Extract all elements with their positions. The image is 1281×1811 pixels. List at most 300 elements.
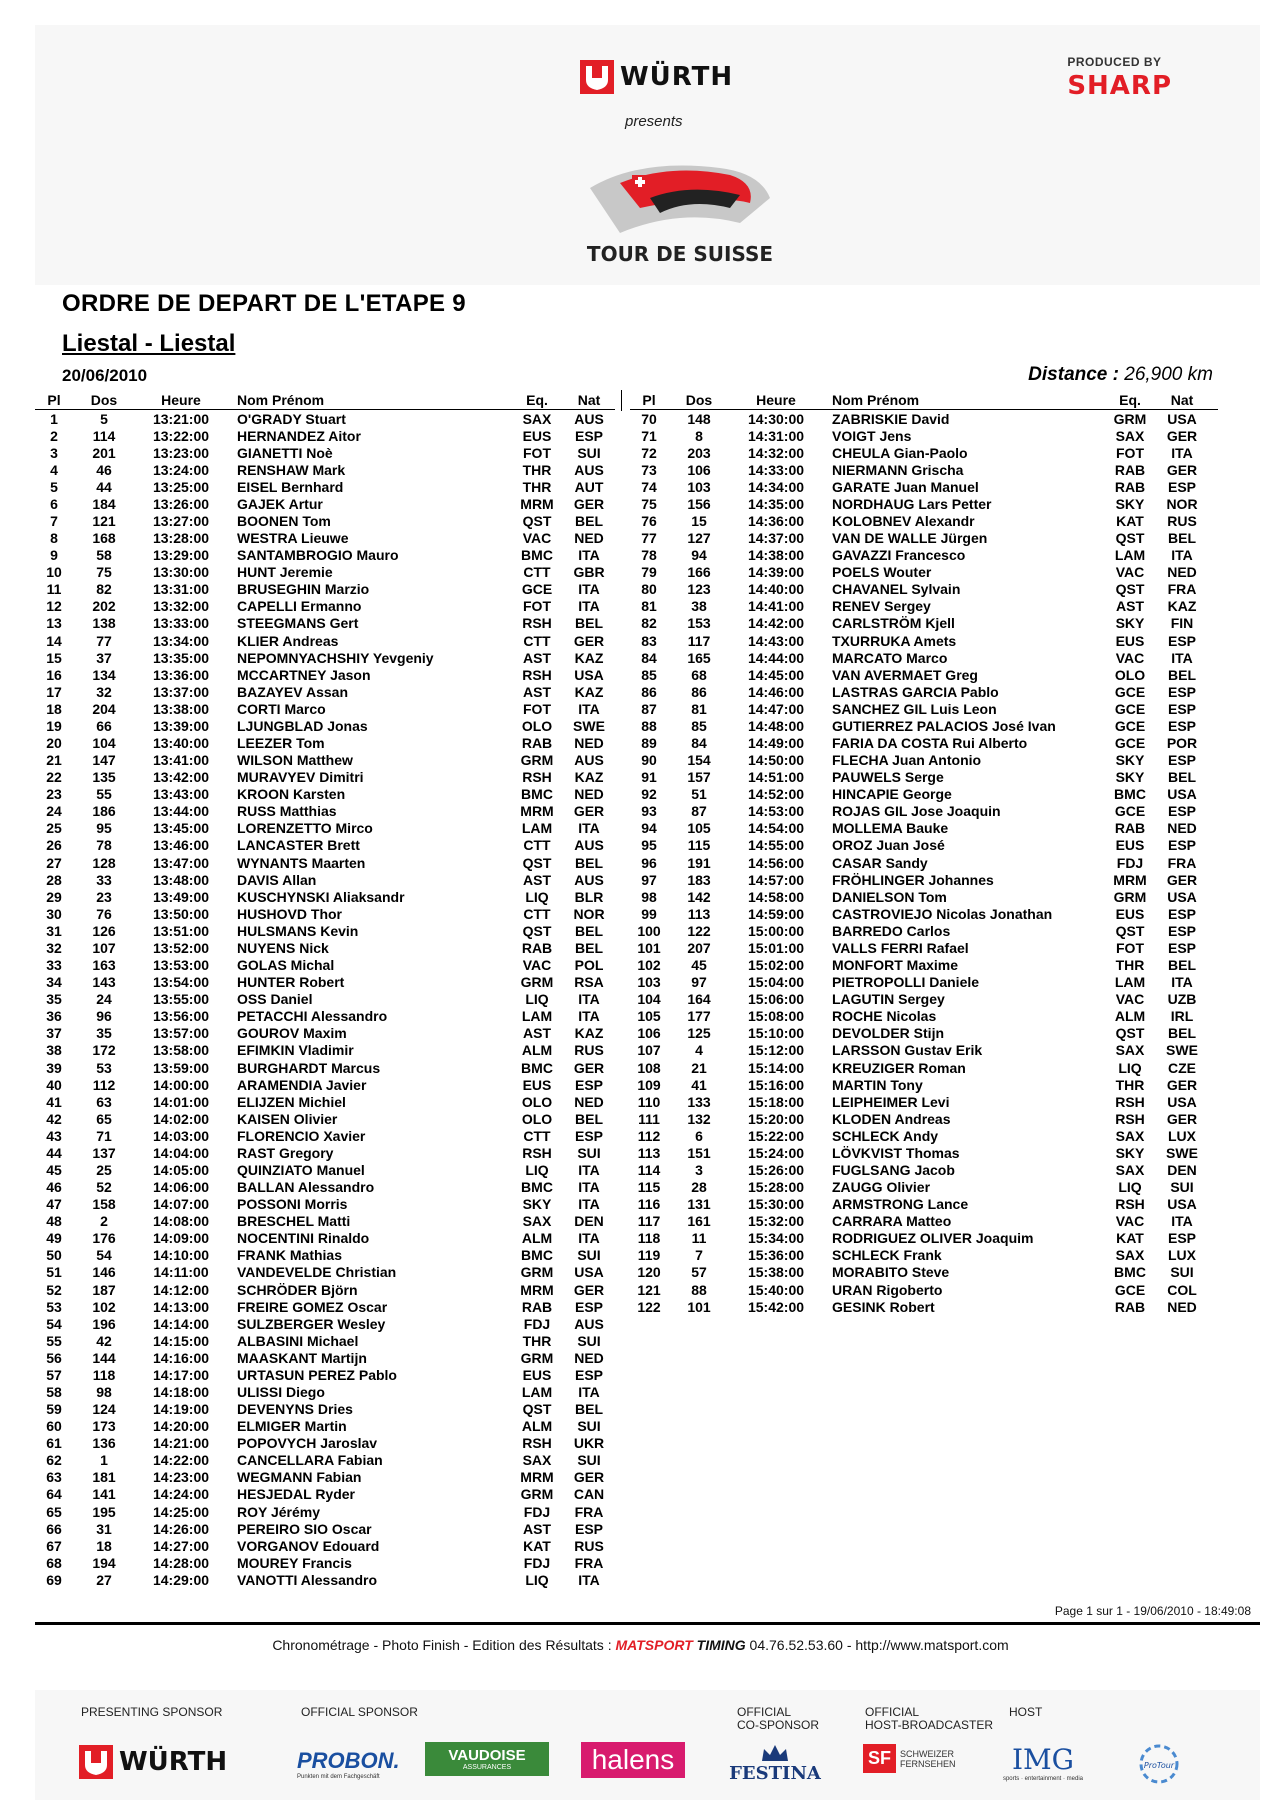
cell-nom: KOLOBNEV Alexandr: [832, 513, 975, 529]
table-row: [35, 1025, 615, 1042]
cell-nat: ITA: [1171, 974, 1193, 991]
cell-dos: 85: [691, 717, 707, 734]
cell-nat: KAZ: [1167, 598, 1197, 615]
cell-eq: GRM: [520, 1264, 554, 1281]
cell-nat: GER: [1166, 427, 1198, 444]
cell-nat: BEL: [575, 854, 603, 871]
cell-nat: GBR: [573, 564, 605, 581]
cell-nom: GESINK Robert: [832, 1298, 935, 1315]
cell-dos: 45: [691, 957, 707, 974]
cell-heure: 14:56:00: [747, 854, 805, 871]
cell-dos: 183: [687, 871, 711, 888]
cell-pl: 32: [46, 939, 62, 956]
table-row: [630, 427, 1218, 444]
cell-nat: BEL: [575, 615, 603, 632]
cell-dos: 31: [96, 1520, 112, 1537]
stage-date: 20/06/2010: [62, 366, 148, 385]
cell-eq: OLO: [521, 1093, 553, 1110]
table-row: [630, 1144, 1218, 1161]
cell-dos: 96: [96, 1008, 112, 1025]
cell-eq: GRM: [520, 752, 554, 769]
cell-nat: NED: [574, 530, 604, 547]
cell-dos: 157: [687, 769, 711, 786]
sf-mark: SF: [863, 1744, 896, 1773]
cell-dos: 21: [691, 1059, 707, 1076]
cell-nom: NIERMANN Grischa: [832, 461, 964, 478]
col-pl: Pl: [47, 392, 61, 408]
cell-nat: KAZ: [574, 683, 604, 700]
cell-heure: 14:19:00: [152, 1401, 210, 1418]
cell-dos: 143: [92, 974, 116, 991]
table-row: [35, 888, 615, 905]
table-row: [630, 717, 1218, 734]
cell-dos: 63: [96, 1093, 112, 1110]
table-row: [630, 615, 1218, 632]
cell-dos: 122: [687, 922, 711, 939]
cell-nom: FRANK Mathias: [237, 1247, 343, 1264]
cell-pl: 62: [46, 1452, 62, 1469]
cell-eq: GCE: [521, 581, 553, 598]
cell-nat: BEL: [575, 922, 603, 939]
cell-heure: 14:04:00: [152, 1144, 210, 1161]
cell-heure: 15:02:00: [747, 957, 805, 974]
cell-dos: 84: [691, 735, 707, 752]
cell-dos: 71: [96, 1127, 112, 1144]
cell-nom: WYNANTS Maarten: [237, 854, 366, 871]
cell-pl: 83: [641, 632, 657, 649]
table-row: [630, 547, 1218, 564]
cell-nom: LASTRAS GARCIA Pablo: [832, 683, 999, 700]
cell-pl: 82: [641, 615, 657, 632]
cell-nat: ITA: [1171, 1213, 1193, 1230]
cell-eq: VAC: [522, 957, 552, 974]
cell-nom: MAASKANT Martijn: [237, 1349, 367, 1366]
tour-de-suisse-logo: [580, 153, 780, 273]
cell-dos: 104: [92, 735, 116, 752]
table-header: [35, 390, 615, 410]
cell-dos: 44: [96, 478, 112, 495]
cell-nom: LARSSON Gustav Erik: [832, 1042, 983, 1059]
cell-dos: 65: [96, 1110, 112, 1127]
cell-pl: 69: [46, 1571, 62, 1588]
cell-heure: 14:06:00: [152, 1179, 210, 1196]
table-row: [35, 957, 615, 974]
cell-pl: 85: [641, 666, 657, 683]
cell-eq: RSH: [522, 1144, 552, 1161]
cell-nom: BAZAYEV Assan: [237, 683, 349, 700]
table-row: [630, 530, 1218, 547]
cell-nom: CASAR Sandy: [832, 854, 928, 871]
cell-pl: 46: [46, 1179, 62, 1196]
table-row: [630, 683, 1218, 700]
cell-nat: AUS: [574, 461, 604, 478]
cell-nom: MOUREY Francis: [237, 1554, 352, 1571]
produced-by-label: PRODUCED BY: [1067, 55, 1162, 69]
cell-dos: 77: [96, 632, 112, 649]
cell-eq: EUS: [1115, 632, 1145, 649]
cell-dos: 7: [695, 1247, 703, 1264]
cell-pl: 28: [46, 871, 62, 888]
cell-pl: 91: [641, 769, 657, 786]
cell-nat: SUI: [577, 1452, 601, 1469]
cell-eq: MRM: [520, 495, 554, 512]
cell-nom: GAVAZZI Francesco: [832, 547, 966, 564]
cell-dos: 11: [691, 1230, 707, 1247]
cell-pl: 38: [46, 1042, 62, 1059]
cell-nat: ITA: [578, 1161, 600, 1178]
cell-nat: AUS: [574, 837, 604, 854]
cell-nat: BEL: [1168, 769, 1196, 786]
cell-eq: RSH: [522, 666, 552, 683]
cell-dos: 97: [691, 974, 707, 991]
table-row: [630, 478, 1218, 495]
cell-dos: 66: [96, 717, 112, 734]
cell-nom: EISEL Bernhard: [237, 478, 344, 495]
table-row: [35, 974, 615, 991]
cell-nom: ALBASINI Michael: [237, 1332, 359, 1349]
cell-nat: SUI: [1170, 1264, 1194, 1281]
cell-nom: HESJEDAL Ryder: [237, 1486, 356, 1503]
table-row: [35, 1264, 615, 1281]
cell-nom: GOUROV Maxim: [237, 1025, 347, 1042]
cell-eq: AST: [523, 1025, 551, 1042]
distance-value: 26,900 km: [1124, 364, 1213, 385]
table-row: [630, 1298, 1218, 1315]
produced-by-block: [1067, 55, 1172, 101]
cell-nom: PAUWELS Serge: [832, 769, 944, 786]
cell-dos: 131: [687, 1196, 711, 1213]
cell-nat: ESP: [1167, 905, 1196, 922]
cell-nat: ESP: [574, 1076, 603, 1093]
cell-nat: ESP: [1167, 683, 1196, 700]
timing-credit-prefix: Chronométrage - Photo Finish - Edition des Résultats :: [272, 1637, 612, 1653]
cell-eq: OLO: [1114, 666, 1146, 683]
cell-eq: EUS: [1115, 837, 1145, 854]
cell-eq: BMC: [521, 1059, 553, 1076]
cell-nom: MCCARTNEY Jason: [237, 666, 371, 683]
festina-logo: [729, 1738, 821, 1788]
cell-nom: MARCATO Marco: [832, 649, 948, 666]
cell-heure: 14:39:00: [747, 564, 805, 581]
cell-dos: 81: [691, 700, 707, 717]
table-row: [35, 666, 615, 683]
table-row: [630, 1127, 1218, 1144]
cell-nom: ZAUGG Olivier: [832, 1179, 931, 1196]
cell-nat: FRA: [574, 1554, 604, 1571]
cell-eq: SAX: [1115, 1161, 1145, 1178]
table-row: [35, 495, 615, 512]
cell-nom: CAPELLI Ermanno: [237, 598, 362, 615]
cell-pl: 75: [641, 495, 657, 512]
cell-eq: GRM: [1113, 888, 1147, 905]
cell-pl: 10: [46, 564, 62, 581]
cell-dos: 151: [687, 1144, 711, 1161]
cell-pl: 114: [637, 1161, 661, 1178]
stage-route: Liestal - Liestal: [62, 330, 236, 357]
cell-heure: 14:40:00: [747, 581, 805, 598]
footer-rule: [35, 1622, 1260, 1625]
table-row: [35, 991, 615, 1008]
cell-pl: 66: [46, 1520, 62, 1537]
cell-pl: 71: [641, 427, 657, 444]
cell-heure: 13:36:00: [152, 666, 210, 683]
cell-eq: MRM: [520, 1469, 554, 1486]
cell-eq: QST: [522, 854, 552, 871]
cell-dos: 207: [687, 939, 711, 956]
table-body: [35, 410, 615, 1588]
cell-nat: SWE: [1166, 1144, 1198, 1161]
cell-dos: 54: [96, 1247, 112, 1264]
cell-eq: LIQ: [525, 1571, 549, 1588]
cell-pl: 44: [46, 1144, 62, 1161]
cell-heure: 13:50:00: [152, 905, 210, 922]
cell-heure: 13:58:00: [152, 1042, 210, 1059]
cell-eq: FOT: [523, 700, 551, 717]
cell-nat: BLR: [574, 888, 604, 905]
col-dos: Dos: [685, 392, 713, 408]
cell-heure: 13:26:00: [152, 495, 210, 512]
cell-nom: WESTRA Lieuwe: [237, 530, 349, 547]
cell-nom: GOLAS Michal: [237, 957, 335, 974]
cell-eq: SKY: [1115, 1144, 1145, 1161]
cell-heure: 15:28:00: [747, 1179, 805, 1196]
cell-dos: 136: [92, 1435, 116, 1452]
cell-nat: AUT: [574, 478, 604, 495]
cell-eq: FOT: [1116, 939, 1144, 956]
cell-dos: 82: [96, 581, 112, 598]
cell-eq: FOT: [523, 598, 551, 615]
cell-nat: FRA: [574, 1503, 604, 1520]
cell-nom: KUSCHYNSKI Aliaksandr: [237, 888, 405, 905]
cell-nat: AUS: [574, 410, 604, 427]
cell-heure: 14:23:00: [152, 1469, 210, 1486]
co-sponsor-label-line1: OFFICIAL: [737, 1705, 792, 1719]
cell-nat: ITA: [578, 1179, 600, 1196]
cell-pl: 99: [641, 905, 657, 922]
cell-nom: HUNTER Robert: [237, 974, 345, 991]
cell-dos: 204: [92, 700, 116, 717]
tour-de-suisse-wordmark: TOUR DE SUISSE: [586, 242, 774, 266]
cell-pl: 96: [641, 854, 657, 871]
cell-dos: 15: [691, 513, 707, 529]
cell-nom: KREUZIGER Roman: [832, 1059, 966, 1076]
table-row: [630, 734, 1218, 751]
cell-nat: RSA: [574, 974, 604, 991]
cell-eq: SAX: [1115, 1247, 1145, 1264]
table-row: [630, 410, 1218, 427]
img-logo: [1001, 1738, 1085, 1786]
cell-heure: 15:20:00: [747, 1110, 805, 1127]
cell-dos: 161: [687, 1213, 711, 1230]
cell-dos: 113: [687, 905, 711, 922]
cell-nat: NED: [1167, 820, 1197, 837]
cell-dos: 46: [96, 461, 112, 478]
cell-heure: 14:53:00: [747, 803, 805, 820]
cell-eq: LIQ: [525, 991, 549, 1008]
cell-pl: 31: [46, 922, 62, 939]
cell-eq: MRM: [520, 1281, 554, 1298]
cell-nom: BALLAN Alessandro: [237, 1179, 375, 1196]
start-list-right: [630, 390, 1218, 1315]
cell-pl: 45: [46, 1161, 62, 1178]
cell-pl: 77: [641, 530, 657, 547]
cell-nat: ITA: [1171, 649, 1193, 666]
cell-nat: USA: [574, 1264, 604, 1281]
cell-nom: ROCHE Nicolas: [832, 1008, 937, 1025]
table-row: [35, 410, 615, 427]
table-row: [630, 922, 1218, 939]
host-broadcaster-label-line1: OFFICIAL: [865, 1705, 920, 1719]
cell-dos: 121: [92, 513, 116, 529]
cell-heure: 14:43:00: [747, 632, 805, 649]
cell-dos: 141: [92, 1486, 116, 1503]
cell-eq: BMC: [521, 547, 553, 564]
cell-eq: SAX: [1115, 1127, 1145, 1144]
table-row: [630, 939, 1218, 956]
cell-nom: VOIGT Jens: [832, 427, 912, 444]
cell-nom: BURGHARDT Marcus: [237, 1059, 381, 1076]
cell-nom: NUYENS Nick: [237, 939, 329, 956]
cell-heure: 15:38:00: [747, 1264, 805, 1281]
cell-nat: DEN: [574, 1213, 604, 1230]
cell-heure: 15:14:00: [747, 1059, 805, 1076]
cell-nom: WEGMANN Fabian: [237, 1469, 362, 1486]
cell-heure: 14:41:00: [747, 598, 805, 615]
distance-label: Distance :: [1028, 364, 1119, 385]
cell-pl: 79: [641, 564, 657, 581]
cell-dos: 142: [687, 888, 711, 905]
table-row: [630, 649, 1218, 666]
cell-pl: 118: [637, 1230, 661, 1247]
cell-eq: VAC: [1115, 991, 1145, 1008]
presents-text: presents: [625, 113, 683, 130]
cell-nom: DANIELSON Tom: [832, 888, 947, 905]
cell-nat: USA: [574, 666, 604, 683]
cell-pl: 102: [637, 957, 661, 974]
cell-pl: 60: [46, 1418, 62, 1435]
cell-heure: 13:29:00: [152, 547, 210, 564]
cell-nom: VANDEVELDE Christian: [237, 1264, 397, 1281]
cell-eq: THR: [522, 1332, 552, 1349]
cell-dos: 153: [687, 615, 711, 632]
table-row: [35, 1383, 615, 1400]
cell-nat: ESP: [1167, 752, 1196, 769]
cell-pl: 112: [637, 1127, 661, 1144]
cell-dos: 68: [691, 666, 707, 683]
cell-pl: 30: [46, 905, 62, 922]
cell-eq: THR: [522, 478, 552, 495]
cell-eq: RAB: [1114, 461, 1146, 478]
cell-heure: 13:23:00: [152, 444, 210, 461]
cell-nom: NORDHAUG Lars Petter: [832, 495, 992, 512]
cell-nom: RENSHAW Mark: [237, 461, 346, 478]
cell-pl: 107: [637, 1042, 661, 1059]
cell-heure: 14:42:00: [747, 615, 805, 632]
cell-heure: 14:00:00: [152, 1076, 210, 1093]
cell-pl: 72: [641, 444, 657, 461]
cell-nom: CHEULA Gian-Paolo: [832, 444, 968, 461]
cell-pl: 9: [50, 547, 58, 564]
cell-dos: 132: [687, 1110, 711, 1127]
cell-dos: 165: [687, 649, 711, 666]
table-row: [35, 581, 615, 598]
cell-heure: 14:29:00: [152, 1571, 210, 1588]
cell-pl: 42: [46, 1110, 62, 1127]
cell-eq: ALM: [521, 1230, 553, 1247]
cell-dos: 127: [687, 530, 711, 547]
cell-eq: SAX: [1115, 427, 1145, 444]
cell-dos: 57: [691, 1264, 707, 1281]
cell-nat: POR: [1166, 735, 1198, 752]
cell-nom: CARRARA Matteo: [832, 1213, 952, 1230]
cell-dos: 3: [695, 1161, 703, 1178]
sf-name: [900, 1749, 956, 1769]
cell-nom: URAN Rigoberto: [832, 1281, 943, 1298]
cell-nat: GER: [573, 1281, 605, 1298]
table-row: [630, 957, 1218, 974]
cell-eq: CTT: [523, 837, 551, 854]
cell-nat: FRA: [1167, 854, 1197, 871]
cell-eq: QST: [522, 922, 552, 939]
cell-nat: UZB: [1167, 991, 1197, 1008]
cell-eq: GCE: [1114, 683, 1146, 700]
wurth-mark-icon: [79, 1745, 113, 1779]
cell-heure: 14:18:00: [152, 1383, 210, 1400]
cell-heure: 14:17:00: [152, 1366, 210, 1383]
cell-eq: LAM: [521, 820, 553, 837]
cell-pl: 56: [46, 1349, 62, 1366]
cell-nat: ITA: [578, 991, 600, 1008]
cell-dos: 41: [691, 1076, 707, 1093]
cell-heure: 13:35:00: [152, 649, 210, 666]
cell-nom: PIETROPOLLI Daniele: [832, 974, 980, 991]
table-row: [630, 991, 1218, 1008]
cell-nom: FLECHA Juan Antonio: [832, 752, 982, 769]
cell-nom: GIANETTI Noè: [237, 444, 333, 461]
table-row: [35, 854, 615, 871]
cell-dos: 195: [92, 1503, 116, 1520]
cell-nat: GER: [573, 1059, 605, 1076]
cell-eq: SAX: [522, 1452, 552, 1469]
cell-nat: NED: [574, 1093, 604, 1110]
cell-nom: MURAVYEV Dimitri: [237, 769, 364, 786]
cell-pl: 25: [46, 820, 62, 837]
cell-nom: TXURRUKA Amets: [832, 632, 957, 649]
cell-dos: 37: [96, 649, 112, 666]
cell-pl: 97: [641, 871, 657, 888]
cell-eq: GCE: [1114, 700, 1146, 717]
col-heure: Heure: [756, 392, 796, 408]
sf-logo: [863, 1744, 956, 1773]
cell-heure: 14:24:00: [152, 1486, 210, 1503]
cell-nat: BEL: [575, 1110, 603, 1127]
table-row: [35, 598, 615, 615]
col-nat: Nat: [1170, 392, 1194, 408]
cell-heure: 14:52:00: [747, 786, 805, 803]
cell-dos: 148: [687, 410, 711, 427]
cell-pl: 7: [50, 513, 58, 529]
cell-heure: 14:49:00: [747, 735, 805, 752]
table-row: [35, 1452, 615, 1469]
cell-heure: 14:08:00: [152, 1213, 210, 1230]
cell-nat: ESP: [1167, 803, 1196, 820]
cell-heure: 14:54:00: [747, 820, 805, 837]
cell-nom: MOLLEMA Bauke: [832, 820, 949, 837]
cell-nom: O'GRADY Stuart: [237, 410, 346, 427]
cell-pl: 76: [641, 513, 657, 529]
cell-pl: 40: [46, 1076, 62, 1093]
table-row: [35, 1486, 615, 1503]
